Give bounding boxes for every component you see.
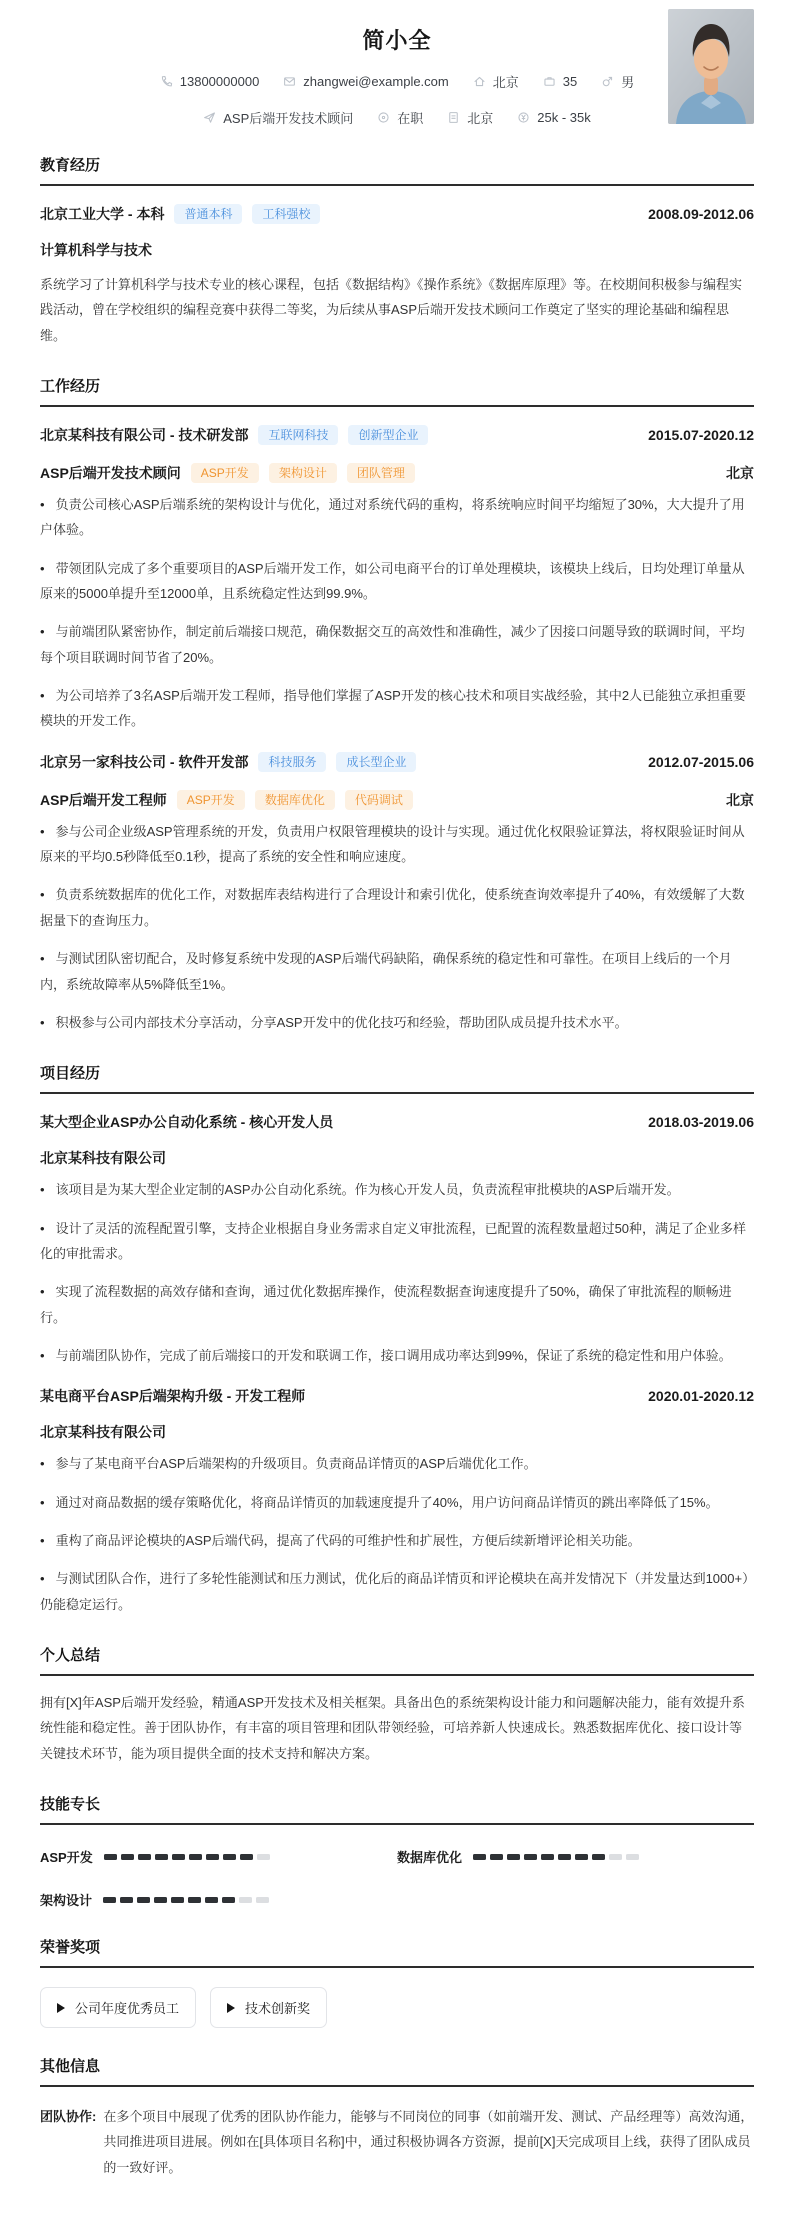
home-icon [473, 75, 486, 88]
work-entry [40, 425, 754, 734]
section-education [40, 154, 754, 348]
contact-job-status-text: 在职 [397, 111, 424, 126]
skill-name: ASP开发 [40, 1850, 93, 1865]
briefcase-icon [543, 75, 556, 88]
avatar-illustration [668, 9, 754, 124]
education-description: 系统学习了计算机科学与技术专业的核心课程，包括《数据结构》《操作系统》《数据库原理》等。在校期间积极参与编程实践活动，曾在学校组织的编程竞赛中获得二等奖，为后续从事ASP后端开发技术顾问工作奠定了坚实的理论基础和编程思维。 [40, 277, 743, 343]
skill-bar-segment [137, 1897, 150, 1903]
skill-bar-segment [575, 1854, 588, 1860]
project-name: 某电商平台ASP后端架构升级 - 开发工程师 [40, 1388, 306, 1405]
work-bullet: • 参与公司企业级ASP管理系统的开发，负责用户权限管理模块的设计与实现。通过优化权限验证算法，将权限验证时间从原来的平均0.5秒降低至0.1秒，提高了系统的安全性和响应速度。 [40, 819, 754, 870]
school-name: 北京工业大学 - 本科 [40, 206, 165, 222]
skill-name: 架构设计 [40, 1893, 93, 1908]
major-name: 计算机科学与技术 [40, 242, 152, 258]
contact-row-2 [40, 108, 754, 127]
education-entry-row [40, 204, 754, 224]
position-tag: ASP开发 [177, 790, 245, 810]
skill-bar-segment [223, 1854, 236, 1860]
skill-bar-segment [205, 1897, 218, 1903]
contact-expected-salary-text: 25k - 35k [537, 110, 591, 125]
contact-expected-salary [517, 110, 590, 125]
skill-bar-segment [172, 1854, 185, 1860]
education-tag: 工科强校 [252, 204, 320, 224]
work-bullet: • 为公司培养了3名ASP后端开发工程师，指导他们掌握了ASP开发的核心技术和项目实战经验，其中2人已能独立承担重要模块的开发工作。 [40, 683, 754, 734]
project-company: 北京某科技有限公司 [40, 1150, 166, 1167]
honor-button[interactable] [210, 1987, 327, 2028]
project-bullet: • 与前端团队协作，完成了前后端接口的开发和联调工作，接口调用成功率达到99%，保证了系统的稳定性和用户体验。 [40, 1343, 754, 1368]
skill-item [40, 1890, 397, 1909]
contact-phone-text: 13800000000 [179, 74, 260, 89]
skill-bar-segment [103, 1897, 116, 1903]
contact-job-intention [203, 108, 353, 127]
company-tag: 创新型企业 [348, 425, 428, 445]
skill-bar-segment [609, 1854, 622, 1860]
contact-intention-city [447, 108, 493, 127]
skill-name: 数据库优化 [397, 1850, 463, 1865]
company-row [40, 752, 754, 772]
contact-age-text: 35 [562, 74, 578, 89]
salary-icon [517, 111, 530, 124]
gender-icon [601, 75, 614, 88]
summary-text: 拥有[X]年ASP后端开发经验，精通ASP开发技术及相关框架。具备出色的系统架构设计能力和问题解决能力，能有效提升系统性能和稳定性。善于团队协作，有丰富的项目管理和团队带领经验，可培养新人快速成长。熟悉数据库优化、接口设计等关键技术环节，能为项目提供全面的技术支持和解决方案。 [40, 1694, 745, 1761]
contact-email [283, 74, 448, 89]
work-bullet: • 与前端团队紧密协作，制定前后端接口规范，确保数据交互的高效性和准确性，减少了因接口问题导致的联调时间，平均每个项目联调时间节省了20%。 [40, 619, 754, 670]
section-other [40, 2055, 754, 2180]
contact-age [543, 74, 577, 89]
project-entry [40, 1386, 754, 1617]
skill-bar-segment [626, 1854, 639, 1860]
skill-bar-segment [490, 1854, 503, 1860]
skill-item [40, 1847, 397, 1866]
skill-bar-segment [507, 1854, 520, 1860]
contact-gender [601, 72, 634, 91]
section-projects [40, 1062, 754, 1617]
contact-intention-city-text: 北京 [467, 111, 494, 126]
section-skills [40, 1793, 754, 1909]
work-bullet: • 带领团队完成了多个重要项目的ASP后端开发工作，如公司电商平台的订单处理模块，该模块上线后，日均处理订单量从原来的5000单提升至12000单，且系统稳定性达到99.9%。 [40, 556, 754, 607]
play-icon [227, 2003, 235, 2013]
section-summary [40, 1644, 754, 1766]
position-row [40, 463, 754, 483]
honors-title: 荣誉奖项 [40, 1936, 754, 1968]
work-entry [40, 752, 754, 1035]
project-company: 北京某科技有限公司 [40, 1424, 166, 1441]
work-title: 工作经历 [40, 375, 754, 407]
skill-bar-segment [257, 1854, 270, 1860]
position-name: ASP后端开发工程师 [40, 791, 167, 808]
contact-job-intention-text: ASP后端开发技术顾问 [223, 111, 354, 126]
work-location: 北京 [726, 791, 754, 808]
work-bullet: • 负责公司核心ASP后端系统的架构设计与优化，通过对系统代码的重构，将系统响应时间平均缩短了30%，大大提升了用户体验。 [40, 492, 754, 543]
skill-bar-segment [154, 1897, 167, 1903]
contact-home-city [473, 72, 519, 91]
status-icon [377, 111, 390, 124]
education-title: 教育经历 [40, 154, 754, 186]
skill-bar [473, 1854, 639, 1860]
project-bullet: • 参与了某电商平台ASP后端架构的升级项目。负责商品详情页的ASP后端优化工作。 [40, 1451, 754, 1476]
project-name: 某大型企业ASP办公自动化系统 - 核心开发人员 [40, 1114, 334, 1131]
project-bullet: • 设计了灵活的流程配置引擎，支持企业根据自身业务需求自定义审批流程，已配置的流程数量超过50种，满足了企业多样化的审批需求。 [40, 1216, 754, 1267]
project-bullet: • 该项目是为某大型企业定制的ASP办公自动化系统。作为核心开发人员，负责流程审批模块的ASP后端开发。 [40, 1177, 754, 1202]
position-name: ASP后端开发技术顾问 [40, 465, 181, 482]
other-info-label: 团队协作: [40, 2109, 97, 2124]
skill-bar-segment [121, 1854, 134, 1860]
company-row [40, 425, 754, 445]
position-tag: 代码调试 [345, 790, 413, 810]
company-name: 北京另一家科技公司 - 软件开发部 [40, 753, 249, 770]
honor-label: 技术创新奖 [245, 2001, 311, 2016]
skill-bar-segment [104, 1854, 117, 1860]
skill-bar-segment [473, 1854, 486, 1860]
skill-bar-segment [189, 1854, 202, 1860]
project-entry [40, 1112, 754, 1368]
company-tag: 互联网科技 [258, 425, 338, 445]
skill-bar [103, 1897, 269, 1903]
project-date: 2018.03-2019.06 [648, 1114, 754, 1131]
project-bullet: • 实现了流程数据的高效存储和查询，通过优化数据库操作，使流程数据查询速度提升了50%，确保了审批流程的顺畅进行。 [40, 1279, 754, 1330]
skill-bar-segment [138, 1854, 151, 1860]
skill-item [397, 1847, 754, 1866]
project-row [40, 1386, 754, 1406]
work-bullet: • 负责系统数据库的优化工作，对数据库表结构进行了合理设计和索引优化，使系统查询效率提升了40%，有效缓解了大数据量下的查询压力。 [40, 882, 754, 933]
work-date: 2015.07-2020.12 [648, 427, 754, 444]
other-title: 其他信息 [40, 2055, 754, 2087]
work-location: 北京 [726, 465, 754, 482]
project-bullet: • 重构了商品评论模块的ASP后端代码，提高了代码的可维护性和扩展性，方便后续新增评论相关功能。 [40, 1528, 754, 1553]
skill-bar-segment [541, 1854, 554, 1860]
contact-email-text: zhangwei@example.com [303, 74, 449, 89]
contact-job-status [377, 108, 423, 127]
contact-gender-text: 男 [621, 75, 635, 90]
skill-bar-segment [206, 1854, 219, 1860]
section-work [40, 375, 754, 1035]
skills-title: 技能专长 [40, 1793, 754, 1825]
honor-button[interactable] [40, 1987, 196, 2028]
position-tag: 架构设计 [269, 463, 337, 483]
project-bullet: • 与测试团队合作，进行了多轮性能测试和压力测试，优化后的商品详情页和评论模块在高并发情况下（并发量达到1000+）仍能稳定运行。 [40, 1566, 754, 1617]
company-tag: 成长型企业 [336, 752, 416, 772]
skill-bar-segment [524, 1854, 537, 1860]
skills-grid [40, 1847, 754, 1909]
project-row [40, 1112, 754, 1132]
skill-bar-segment [171, 1897, 184, 1903]
phone-icon [160, 75, 173, 88]
work-date: 2012.07-2015.06 [648, 753, 754, 770]
skill-bar-segment [592, 1854, 605, 1860]
position-tag: ASP开发 [191, 463, 259, 483]
resume-header [40, 24, 754, 127]
section-honors [40, 1936, 754, 2028]
skill-bar-segment [222, 1897, 235, 1903]
summary-title: 个人总结 [40, 1644, 754, 1676]
education-tag: 普通本科 [174, 204, 242, 224]
other-info-text: 在多个项目中展现了优秀的团队协作能力，能够与不同岗位的同事（如前端开发、测试、产品经理等）高效沟通，共同推进项目进展。例如在[具体项目名称]中，通过积极协调各方资源，提前[X]天完成项目上线，获得了团队成员的一致好评。 [103, 2109, 754, 2175]
position-tag: 团队管理 [347, 463, 415, 483]
position-tag: 数据库优化 [255, 790, 335, 810]
honors-list [40, 1987, 754, 2028]
contact-home-city-text: 北京 [492, 75, 519, 90]
work-bullet: • 与测试团队密切配合，及时修复系统中发现的ASP后端代码缺陷，确保系统的稳定性和可靠性。在项目上线后的一个月内，系统故障率从5%降低至1%。 [40, 946, 754, 997]
skill-bar-segment [155, 1854, 168, 1860]
honor-label: 公司年度优秀员工 [75, 2001, 180, 2016]
skill-bar-segment [558, 1854, 571, 1860]
send-icon [203, 111, 216, 124]
company-tag: 科技服务 [258, 752, 326, 772]
skill-bar-segment [120, 1897, 133, 1903]
profile-photo [668, 9, 754, 124]
company-name: 北京某科技有限公司 - 技术研发部 [40, 427, 249, 444]
candidate-name: 简小全 [362, 28, 432, 53]
project-date: 2020.01-2020.12 [648, 1388, 754, 1405]
work-bullet: • 积极参与公司内部技术分享活动，分享ASP开发中的优化技巧和经验，帮助团队成员提升技术水平。 [40, 1010, 754, 1035]
project-bullet: • 通过对商品数据的缓存策略优化，将商品详情页的加载速度提升了40%，用户访问商品详情页的跳出率降低了15%。 [40, 1490, 754, 1515]
contact-row-1 [40, 72, 754, 91]
skill-bar [104, 1854, 270, 1860]
education-date: 2008.09-2012.06 [648, 206, 754, 222]
skill-bar-segment [240, 1854, 253, 1860]
mail-icon [283, 75, 296, 88]
position-row [40, 790, 754, 810]
skill-bar-segment [239, 1897, 252, 1903]
skill-bar-segment [256, 1897, 269, 1903]
play-icon [57, 2003, 65, 2013]
other-info-row [40, 2104, 754, 2180]
skill-bar-segment [188, 1897, 201, 1903]
document-icon [447, 111, 460, 124]
projects-title: 项目经历 [40, 1062, 754, 1094]
contact-phone [160, 74, 260, 89]
